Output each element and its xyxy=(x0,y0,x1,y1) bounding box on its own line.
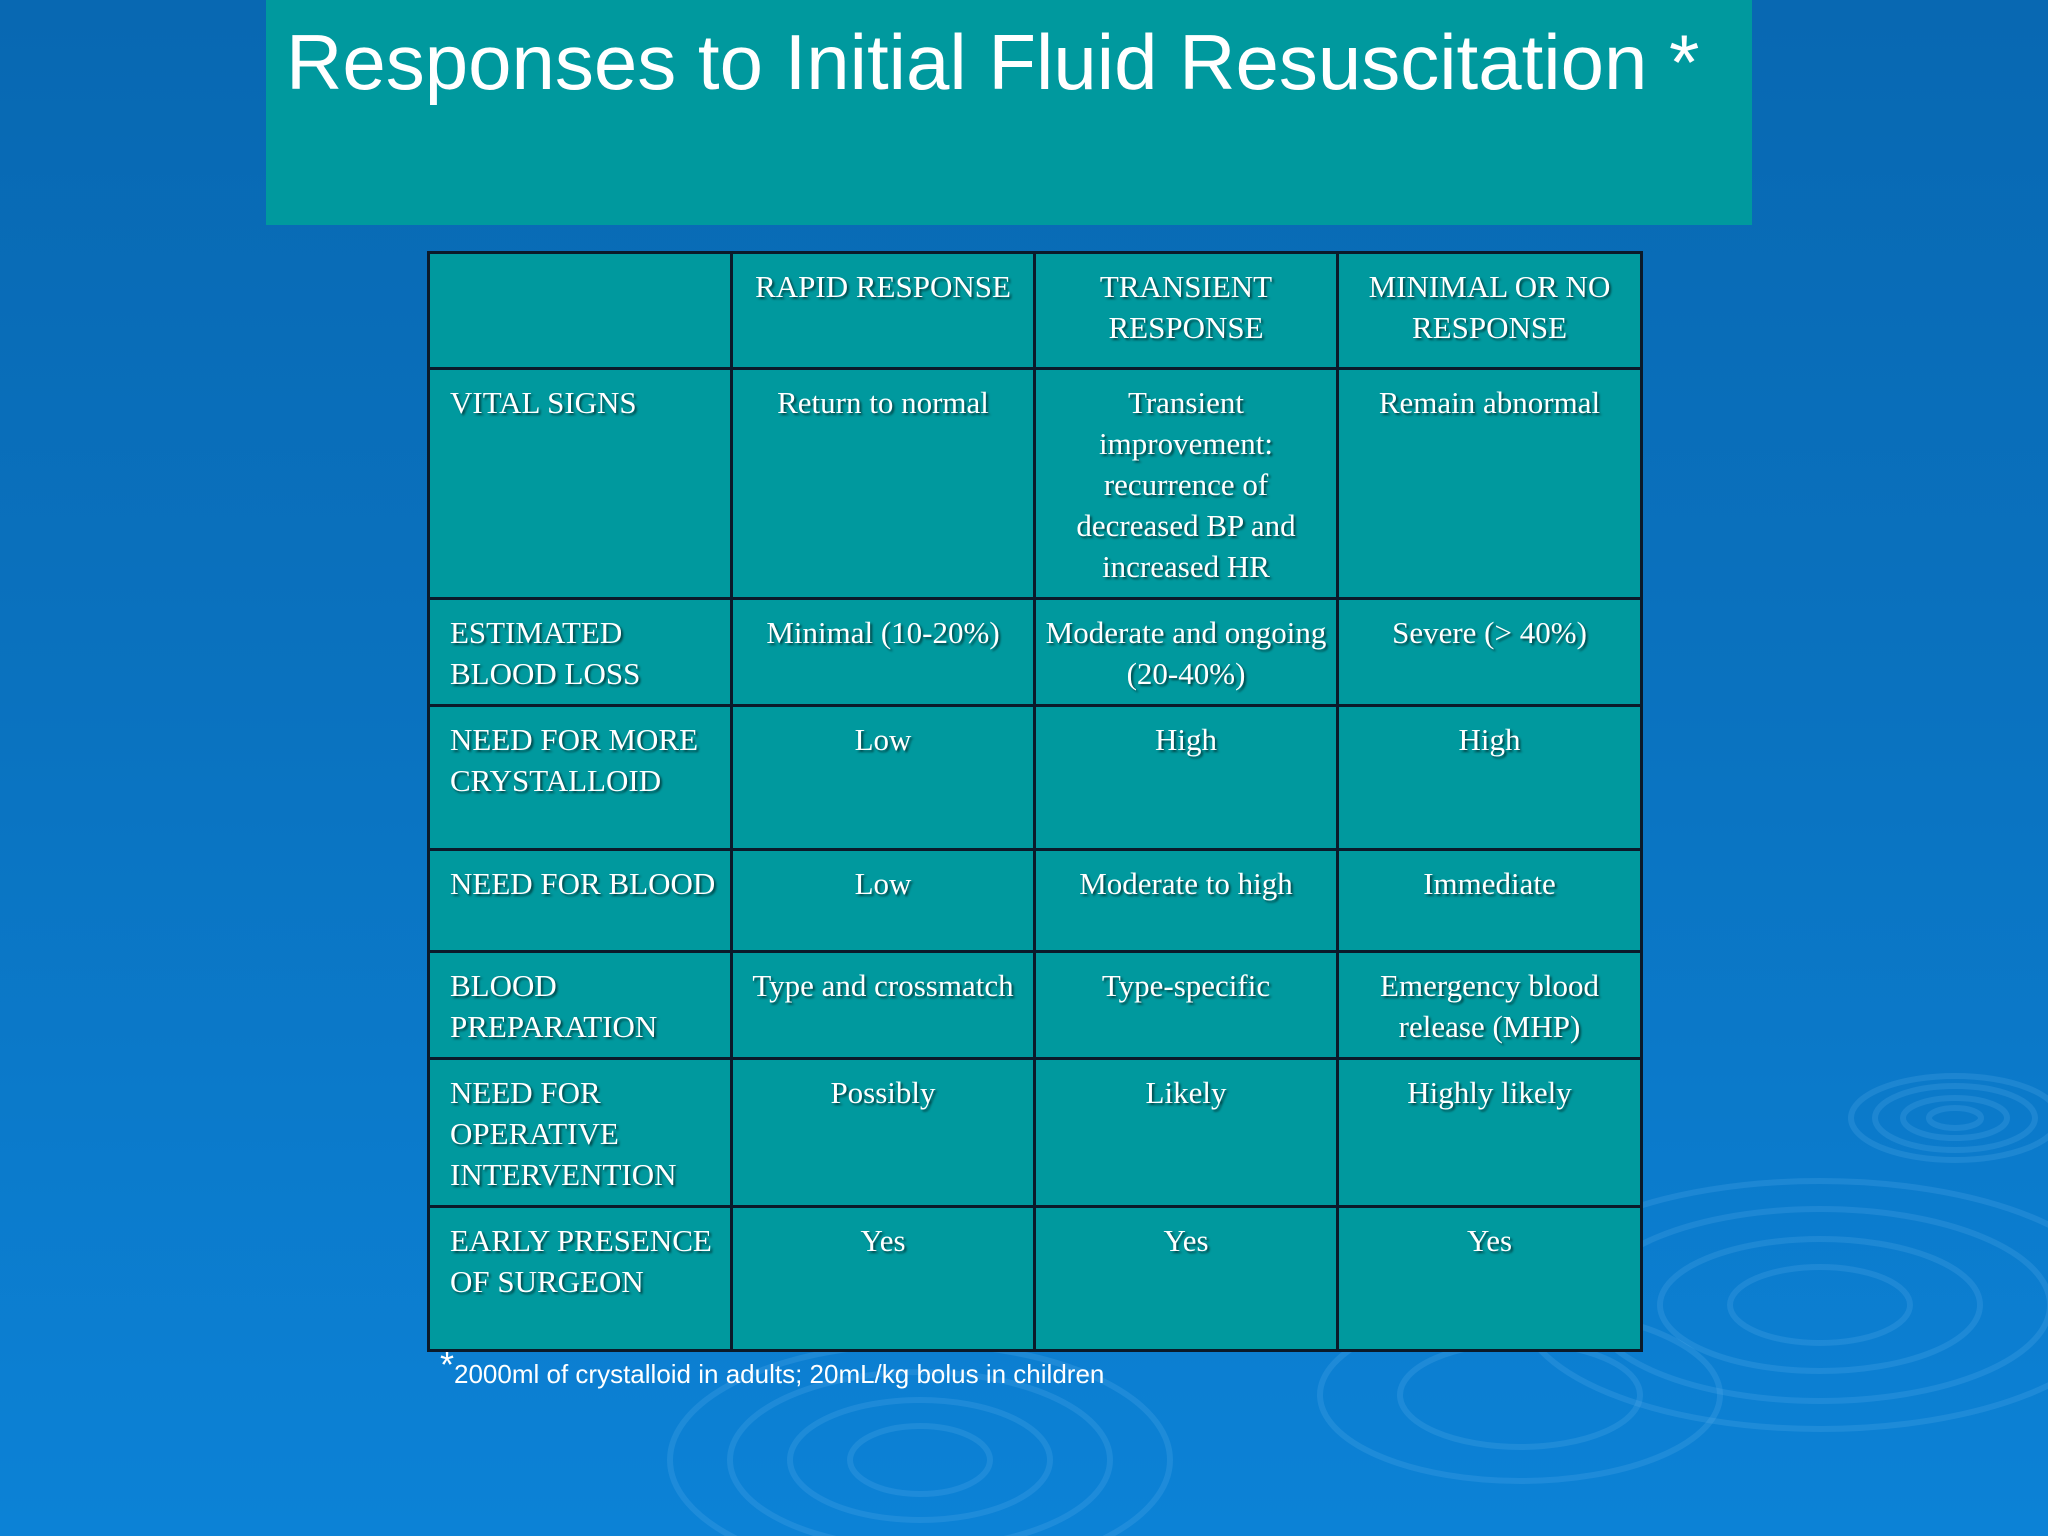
title-bar xyxy=(266,0,1752,225)
table-row xyxy=(429,1059,1642,1207)
row-label: EARLY PRESENCE OF SURGEON xyxy=(429,1207,732,1351)
table-cell: Remain abnormal xyxy=(1338,369,1642,599)
table-cell: Type and crossmatch xyxy=(732,952,1035,1059)
header-minimal-response: MINIMAL OR NO RESPONSE xyxy=(1338,253,1642,369)
table-cell: Low xyxy=(732,850,1035,952)
header-cell-empty xyxy=(429,253,732,369)
table-header-row xyxy=(429,253,1642,369)
footnote xyxy=(440,1344,1105,1392)
table-cell: Emergency blood release (MHP) xyxy=(1338,952,1642,1059)
fluid-response-table xyxy=(427,251,1643,1352)
table-cell: High xyxy=(1035,706,1338,850)
table-cell: Minimal (10-20%) xyxy=(732,599,1035,706)
table-cell: Yes xyxy=(1338,1207,1642,1351)
table-cell: Yes xyxy=(732,1207,1035,1351)
row-label: ESTIMATED BLOOD LOSS xyxy=(429,599,732,706)
table-cell: Yes xyxy=(1035,1207,1338,1351)
row-label: NEED FOR OPERATIVE INTERVENTION xyxy=(429,1059,732,1207)
table-cell: Highly likely xyxy=(1338,1059,1642,1207)
table-row xyxy=(429,952,1642,1059)
table-row xyxy=(429,706,1642,850)
row-label: NEED FOR BLOOD xyxy=(429,850,732,952)
slide-title: Responses to Initial Fluid Resuscitation * xyxy=(286,18,1700,106)
row-label: NEED FOR MORE CRYSTALLOID xyxy=(429,706,732,850)
table-cell: Possibly xyxy=(732,1059,1035,1207)
table-cell: Severe (> 40%) xyxy=(1338,599,1642,706)
table-row xyxy=(429,850,1642,952)
table-row xyxy=(429,599,1642,706)
row-label: VITAL SIGNS xyxy=(429,369,732,599)
table-row xyxy=(429,1207,1642,1351)
table-cell: Moderate to high xyxy=(1035,850,1338,952)
table-cell: Moderate and ongoing (20-40%) xyxy=(1035,599,1338,706)
table-cell: Immediate xyxy=(1338,850,1642,952)
table-cell: High xyxy=(1338,706,1642,850)
header-transient-response: TRANSIENT RESPONSE xyxy=(1035,253,1338,369)
row-label: BLOOD PREPARATION xyxy=(429,952,732,1059)
table-cell: Return to normal xyxy=(732,369,1035,599)
table-row xyxy=(429,369,1642,599)
table-cell: Type-specific xyxy=(1035,952,1338,1059)
footnote-text: 2000ml of crystalloid in adults; 20mL/kg bolus in children xyxy=(454,1359,1105,1389)
footnote-marker: * xyxy=(440,1344,455,1385)
header-rapid-response: RAPID RESPONSE xyxy=(732,253,1035,369)
table-cell: Transient improvement: recurrence of decreased BP and increased HR xyxy=(1035,369,1338,599)
table-cell: Likely xyxy=(1035,1059,1338,1207)
table-cell: Low xyxy=(732,706,1035,850)
